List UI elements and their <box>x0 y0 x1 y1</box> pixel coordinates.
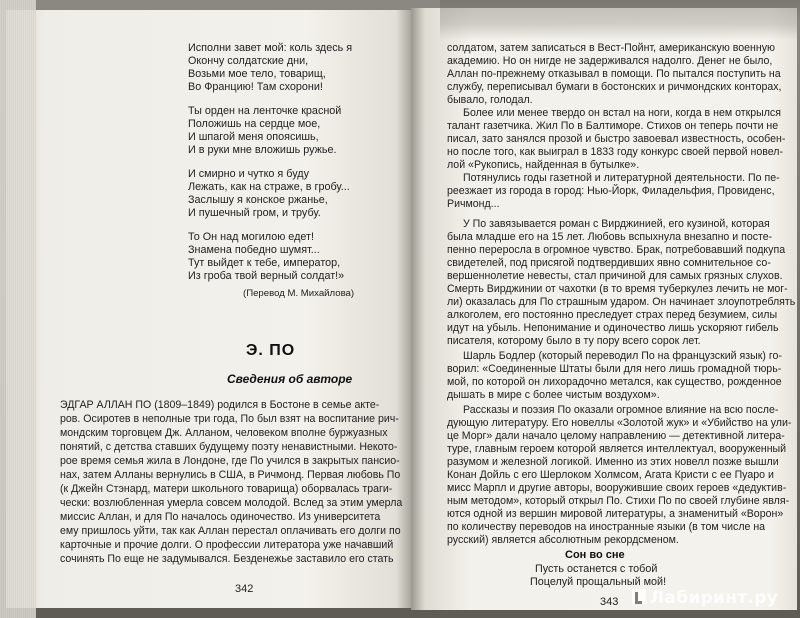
text-line: нах, затем Алланы вернулись в США, в Ричмонд. Первая любовь По <box>60 469 401 481</box>
text-line: свидетелей, под присягой подтвердивших явно сомнительное со- <box>447 257 771 269</box>
text-line: мисс Марпл и другие авторы, вооружившие своих героев «дедуктив- <box>447 482 787 494</box>
text-line: ются одной из вершин мировой литературы, а знаменитый «Ворон» <box>447 508 784 520</box>
verse-line: Положишь на сердце мое, <box>188 118 321 130</box>
page-edges <box>0 0 36 618</box>
verse-line: И шпагой меня опоясишь, <box>188 131 319 143</box>
text-line: Потянулись годы газетной и литературной деятельности. По пе- <box>463 172 780 184</box>
text-line: русский) является абсолютным рекордсменом. <box>447 534 679 546</box>
text-line: сочинять По еще не задумывался. Безденежье заставило его стать <box>60 553 394 565</box>
verse-line: Ты орден на ленточке красной <box>188 105 342 117</box>
watermark: Лабиринт.ру <box>650 588 779 608</box>
text-line: Шарль Бодлер (который переводил По на французский язык) го- <box>463 350 782 362</box>
logo-icon <box>632 589 646 604</box>
text-line: талант газетчика. Жил По в Балтиморе. Стихов он теперь почти не <box>447 120 779 132</box>
text-line: мондским торговцем Дж. Алланом, человеком вполне буржуазных <box>60 427 388 439</box>
text-line: миссис Аллан, и для По началось одиночество. Из университета <box>60 511 381 523</box>
verse-line: И смирно и чутко я буду <box>188 168 309 180</box>
text-line: лой «Рукопись, найденная в бутылке». <box>447 159 640 171</box>
text-line: алкоголем, его постоянно преследует страх перед безумием, силы <box>447 309 778 321</box>
text-line: Рассказы и поэзия По оказали огромное влияние на всю после- <box>463 404 779 416</box>
text-line: карточные и прочие долги. О профессии литератора уже начавший <box>60 539 394 551</box>
text-line: дышать в мире с более чистым воздухом». <box>447 389 660 401</box>
verse-line: Окончу солдатские дни, <box>188 55 309 67</box>
verse-line: И в руки мне вложишь ружье. <box>188 144 337 156</box>
text-line: Более или менее твердо он встал на ноги, когда в нем открылся <box>463 107 781 119</box>
verse-line: Из гроба твой верный солдат!» <box>188 270 345 282</box>
verse-line: Исполни завет мой: коль здесь я <box>188 42 353 54</box>
verse-line: Лежать, как на страже, в гробу... <box>188 181 350 193</box>
verse-line: Заслышу я конское ржанье, <box>188 194 328 206</box>
verse-line: То Он над могилою едет! <box>188 231 314 243</box>
section-heading: Сведения об авторе <box>227 372 353 386</box>
text-line: це Морг» дали начало целому направлению — детективной литера- <box>447 430 785 442</box>
text-line: ров. Осиротев в неполные три года, По был взят на воспитание рич- <box>60 413 399 425</box>
text-line: ворил: «Соединенные Штаты были для него лишь громадной тюрь- <box>447 363 782 375</box>
verse-line: Знамена победно шумят... <box>188 244 320 256</box>
text-line: ли) оказалась для По страшным ударом. Он начинает злоупотреблять <box>447 296 796 308</box>
text-line: но после того, как выиграл в 1833 году конкурс своей первой новел- <box>447 146 784 158</box>
text-line: писал, зато занялся прозой и быстро завоевал известность, особен- <box>447 133 786 145</box>
page-number-left: 342 <box>235 583 254 595</box>
text-line: туре, главным героем которой является интеллектуал, вооруженный <box>447 443 787 455</box>
text-line: писателя, которому было в ту пору всего сорок лет. <box>447 335 701 347</box>
page-number-right: 343 <box>600 596 619 608</box>
text-line: была младше его на 15 лет. Любовь вспыхнула внезапно и посте- <box>447 231 773 243</box>
verse-line: Пусть останется с тобой <box>535 563 658 575</box>
text-line: реезжает из города в город: Нью-Йорк, Филадельфия, Провиденс, <box>447 185 775 197</box>
text-line: академию. Но он нигде не задерживался надолго. Денег не было, <box>447 55 773 67</box>
verse-line: Поцелуй прощальный мой! <box>530 576 667 588</box>
text-line: Аллан по-прежнему отказывал в помощи. По пытался поступить на <box>447 68 781 80</box>
author-heading: Э. ПО <box>246 342 296 359</box>
text-line: дующую литературу. Его новеллы «Золотой жук» и «Убийство на ули- <box>447 417 792 429</box>
text-line: понятий, с детства ставших будущему поэту ненавистными. Некото- <box>60 441 398 453</box>
verse-line: И пушечный гром, и трубу. <box>188 207 321 219</box>
poem-title: Сон во сне <box>565 549 625 561</box>
verse-line: Возьми мое тело, товарищ, <box>188 68 326 80</box>
text-line: ЭДГАР АЛЛАН ПО (1809–1849) родился в Бостоне в семье акте- <box>60 399 380 411</box>
text-line: Конан Дойль с его Шерлоком Холмсом, Агата Кристи с ее Пуаро и <box>447 469 774 481</box>
text-line: службу, переписывал бумаги в бостонских и ричмондских конторах, <box>447 81 782 93</box>
text-line: идут на убыль. Непонимание и одиночество лишь ускоряют гибель <box>447 322 779 334</box>
verse-line: Во Францию! Там схорони! <box>188 81 323 93</box>
top-shadow <box>440 0 800 40</box>
text-line: вершеннолетие невесты, стал причиной для самых грязных слухов. <box>447 270 783 282</box>
text-line: рое время семья жила в Лондоне, где По учился в закрытых пансио- <box>60 455 400 467</box>
text-line: пенно переросла в огромное чувство. Брак, потребовавший подкупа <box>447 244 786 256</box>
text-line: бывало, голодал. <box>447 94 533 106</box>
verse-line: Тут выйдет к тебе, император, <box>188 257 341 269</box>
text-line: солдатом, затем записаться в Вест-Пойнт, американскую военную <box>447 42 775 54</box>
text-line: по количеству переводов на иностранные языки (в том числе на <box>447 521 766 533</box>
translation-note: (Перевод М. Михайлова) <box>243 288 355 299</box>
text-line: (к Джейн Стэнард, матери школьного товарища) оборвалась траги- <box>60 483 393 495</box>
text-line: ему пришлось уйти, так как Аллан перестал оплачивать его долги по <box>60 525 401 537</box>
text-line: У По завязывается роман с Вирджинией, его кузиной, которая <box>463 218 770 230</box>
text-line: чески: возлюбленная умерла совсем молодой. Вслед за этим умерла <box>60 497 403 509</box>
text-line: ным методом», который открыл По. Стихи По по своей глубине явля- <box>447 495 790 507</box>
text-line: Ричмонд... <box>447 198 500 210</box>
text-line: разумом и железной логикой. Именно из этих новелл позже вышли <box>447 456 779 468</box>
text-line: мой, по которой он лихорадочно метался, как существо, рожденное <box>447 376 782 388</box>
text-line: Смерть Вирджинии от чахотки (в то время туберкулез лечить не мог- <box>447 283 788 295</box>
